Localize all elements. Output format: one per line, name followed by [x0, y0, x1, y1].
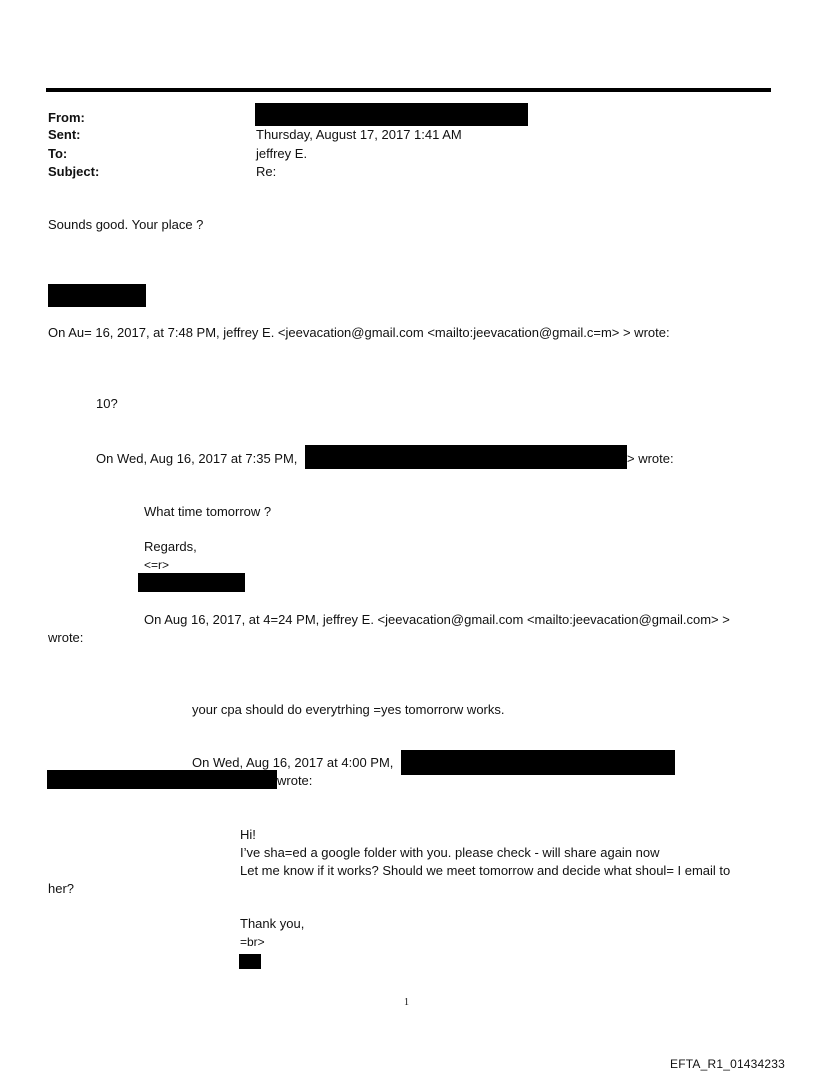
quote4-hi: Hi! [240, 827, 256, 842]
to-label: To: [48, 146, 68, 161]
redacted-name-2 [138, 573, 245, 592]
redacted-signature [48, 284, 146, 307]
header-rule [46, 88, 771, 92]
redacted-name-4 [239, 954, 261, 969]
quote4-header-start: On Wed, Aug 16, 2017 at 4:00 PM, [192, 755, 394, 770]
from-label: From: [48, 110, 85, 125]
subject-value: Re: [256, 164, 277, 179]
quote3-header-wrap: wrote: [48, 630, 84, 645]
redacted-sender-2 [305, 445, 627, 469]
quote4-line2: I’ve sha=ed a google folder with you. please check - will share again now [240, 845, 660, 860]
quote4-tag: =br> [240, 935, 265, 949]
to-value: jeffrey E. [256, 146, 308, 161]
sent-value: Thursday, August 17, 2017 1:41 AM [256, 127, 462, 142]
quote2-regards: Regards, [144, 539, 197, 554]
quote4-header-end: wrote: [277, 773, 313, 788]
quote1-text: 10? [96, 396, 118, 411]
quote3-text: your cpa should do everytrhing =yes tomorrorw works. [192, 702, 505, 717]
quote3-header: On Aug 16, 2017, at 4=24 PM, jeffrey E. <jeevacation@gmail.com <mailto:jeevacation@gmail.com> > [144, 612, 730, 627]
quote2-header-start: On Wed, Aug 16, 2017 at 7:35 PM, [96, 451, 298, 466]
quote4-line3-wrap: her? [48, 881, 75, 896]
reply-text: Sounds good. Your place ? [48, 217, 204, 232]
quote2-header-end: > wrote: [627, 451, 674, 466]
sent-label: Sent: [48, 127, 81, 142]
redacted-sender-4a [401, 750, 675, 775]
quote2-tag: <=r> [144, 558, 170, 572]
footer-document-id: EFTA_R1_01434233 [670, 1057, 786, 1071]
redacted-from [255, 103, 528, 126]
redacted-sender-4b [47, 770, 277, 789]
quote2-text: What time tomorrow ? [144, 504, 272, 519]
quote1-header: On Au= 16, 2017, at 7:48 PM, jeffrey E. <jeevacation@gmail.com <mailto:jeevacation@gmail.c=m> > wrote: [48, 325, 670, 340]
quote4-line3: Let me know if it works? Should we meet tomorrow and decide what shoul= I email to [240, 863, 731, 878]
quote4-thanks: Thank you, [240, 916, 305, 931]
page-number: 1 [404, 997, 409, 1008]
subject-label: Subject: [48, 164, 100, 179]
